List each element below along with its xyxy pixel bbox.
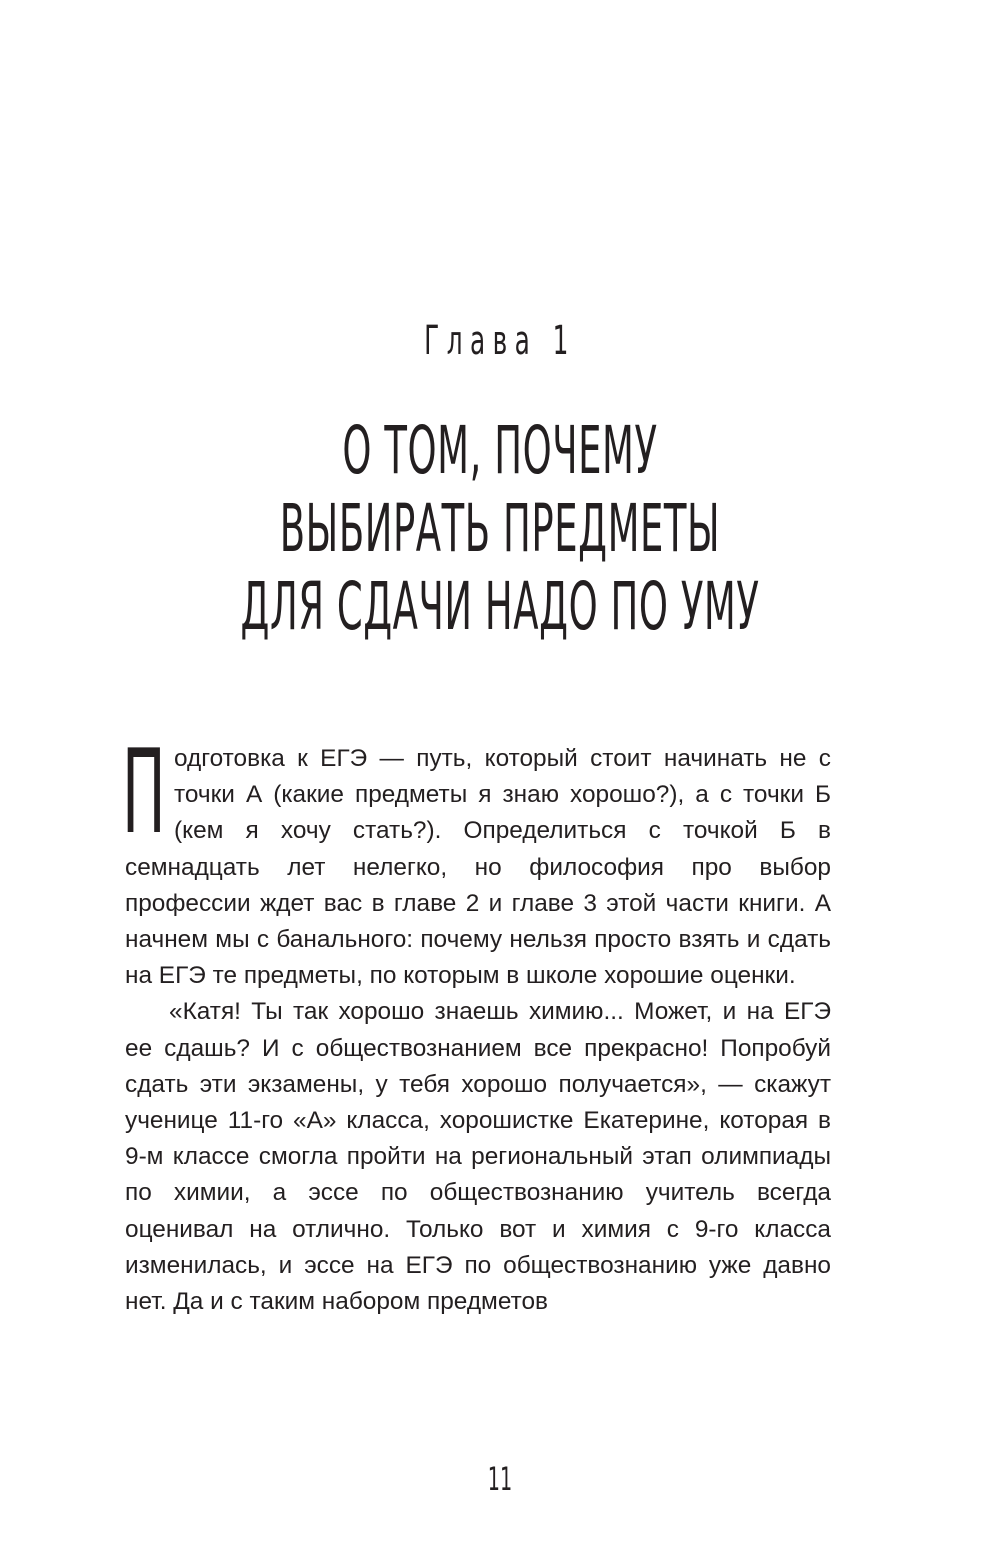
chapter-title-line: ДЛЯ СДАЧИ НАДО ПО УМУ — [240, 568, 760, 645]
chapter-title-line: ВЫБИРАТЬ ПРЕДМЕТЫ — [279, 490, 721, 567]
chapter-label: Глава 1 — [424, 318, 576, 364]
paragraph: «Катя! Ты так хорошо знаешь химию... Может, и на ЕГЭ ее сдашь? И с обществознанием все прекрасно! Попробуй сдать эти экзамены, у тебя хорошо получается», — скажут ученице 11-го «А» класса, хорошистке Екатерине, которая в 9-м классе смогла пройти на региональный этап олимпиады по химии, а эссе по обществознанию учитель всегда оценивал на отлично. Только вот и химия с 9-го класса изменилась, и эссе на ЕГЭ по обществознанию уже давно нет. Да и с таким набором предметов — [125, 998, 831, 1316]
drop-cap: П — [122, 725, 166, 860]
body-text — [122, 725, 831, 1320]
chapter-title-line: О ТОМ, ПОЧЕМУ — [342, 412, 658, 489]
paragraph — [122, 725, 831, 994]
chapter-title — [220, 412, 780, 646]
page-number: 11 — [487, 1460, 513, 1498]
paragraph-text: одготовка к ЕГЭ — путь, который стоит начинать не с точки А (какие предметы я знаю хорошо?), а с точки Б (кем я хочу стать?). Определиться с точкой Б в семнадцать лет нелегко, но философия про выбор профессии ждет вас в главе 2 и главе 3 этой части книги. А начнем мы с банального: почему нельзя просто взять и сдать на ЕГЭ те предметы, по которым в школе хорошие оценки. — [125, 745, 831, 990]
